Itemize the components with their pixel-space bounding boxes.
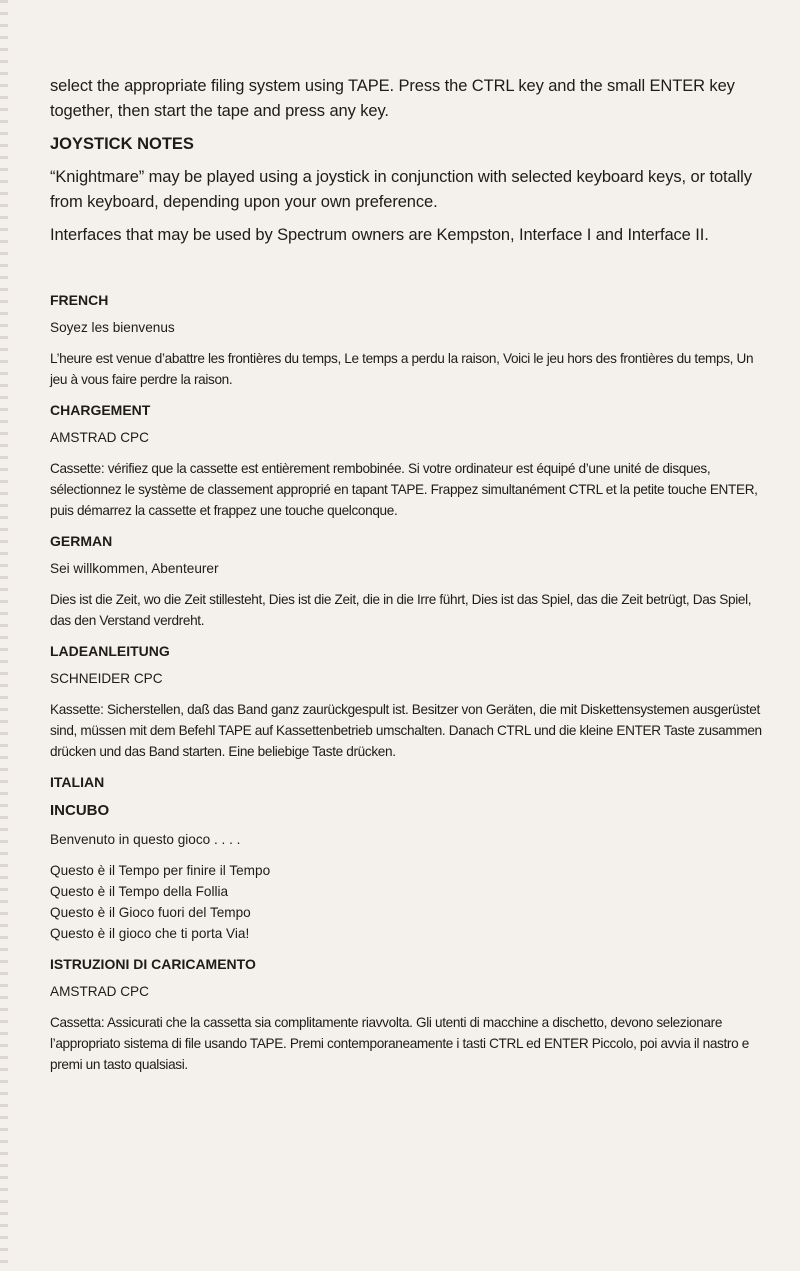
german-loading-heading: LADEANLEITUNG: [50, 643, 170, 659]
italian-loading-text: Cassetta: Assicurati che la cassetta sia complitamente riavvolta. Gli utenti di macchine a dischetto, devono selezionare l’appropriato sistema di file usando TAPE. Premi contemporaneamente i tasti CTRL ed ENTER Piccolo, poi avvia il nastro e premi un tasto qualsiasi.: [50, 1015, 749, 1072]
poem-line: Questo è il Tempo della Follia: [50, 884, 229, 899]
german-welcome: Sei willkommen, Abenteurer: [50, 561, 219, 576]
german-intro: Dies ist die Zeit, wo die Zeit stillesteht, Dies ist die Zeit, die in die Irre führt, Dies ist das Spiel, das die Zeit betrügt, Das Spiel, das den Verstand verdreht.: [50, 592, 752, 628]
poem-line: Questo è il Gioco fuori del Tempo: [50, 905, 251, 920]
german-heading: GERMAN: [50, 533, 113, 549]
poem-line: Questo è il gioco che ti porta Via!: [50, 926, 250, 941]
perforated-edge: [0, 0, 8, 1271]
italian-machine: AMSTRAD CPC: [50, 984, 149, 999]
german-loading-text: Kassette: Sicherstellen, daß das Band ganz zaurückgespult ist. Besitzer von Geräten, die mit Diskettensystemen ausgerüstet sind, müssen mit dem Befehl TAPE auf Kassettenbetrieb umschalten. Danach CTRL und die kleine ENTER Taste zusammen drücken und das Band starten. Eine beliebige Taste drücken.: [50, 702, 762, 759]
french-intro: L’heure est venue d’abattre les frontières du temps, Le temps a perdu la raison, Voici le jeu hors des frontières du temps, Un jeu à vous faire perdre la raison.: [50, 351, 754, 387]
french-machine: AMSTRAD CPC: [50, 430, 149, 445]
joystick-paragraph-2: Interfaces that may be used by Spectrum owners are Kempston, Interface I and Interface II.: [50, 226, 709, 244]
german-machine: SCHNEIDER CPC: [50, 671, 163, 686]
italian-welcome: Benvenuto in questo gioco . . . .: [50, 832, 241, 847]
italian-loading-heading: ISTRUZIONI DI CARICAMENTO: [50, 956, 256, 972]
instruction-page: [50, 74, 770, 1085]
italian-title: INCUBO: [50, 802, 110, 819]
italian-heading: ITALIAN: [50, 774, 105, 790]
french-welcome: Soyez les bienvenus: [50, 320, 175, 335]
french-heading: FRENCH: [50, 292, 109, 308]
joystick-paragraph-1: “Knightmare” may be played using a joystick in conjunction with selected keyboard keys, or totally from keyboard, depending upon your own preference.: [50, 168, 752, 211]
french-loading-heading: CHARGEMENT: [50, 402, 151, 418]
english-loading-text: select the appropriate filing system using TAPE. Press the CTRL key and the small ENTER key together, then start the tape and press any key.: [50, 77, 735, 120]
italian-poem: [50, 860, 770, 944]
poem-line: Questo è il Tempo per finire il Tempo: [50, 863, 271, 878]
joystick-notes-heading: JOYSTICK NOTES: [50, 135, 194, 153]
french-loading-text: Cassette: vérifiez que la cassette est entièrement rembobinée. Si votre ordinateur est équipé d’une unité de disques, sélectionnez le système de classement approprié en tapant TAPE. Frappez simultanément CTRL et la petite touche ENTER, puis démarrez la cassette et frappez une touche quelconque.: [50, 461, 758, 518]
